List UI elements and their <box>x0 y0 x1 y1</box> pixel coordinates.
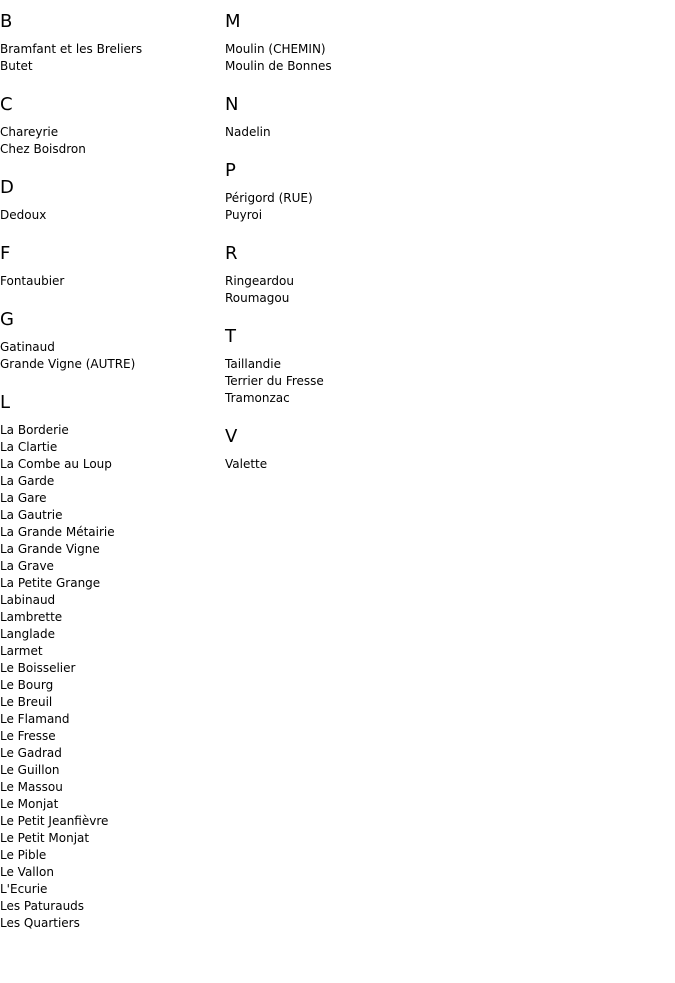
letter-section <box>0 381 225 932</box>
section-letter-heading: B <box>0 11 13 32</box>
place-name: Langlade <box>0 627 55 641</box>
place-name: Butet <box>0 59 33 73</box>
place-name: Périgord (RUE) <box>225 191 313 205</box>
place-name: Labinaud <box>0 593 56 607</box>
place-name: Le Guillon <box>0 763 60 777</box>
place-list <box>0 124 225 158</box>
place-name: Le Bourg <box>0 678 54 692</box>
place-list <box>0 422 225 932</box>
section-letter-heading: R <box>225 243 238 264</box>
place-name: Grande Vigne (AUTRE) <box>0 357 136 371</box>
place-name: Puyroi <box>225 208 263 222</box>
place-name: Dedoux <box>0 208 47 222</box>
place-name: Le Petit Monjat <box>0 831 90 845</box>
place-list <box>0 41 225 75</box>
place-name: Gatinaud <box>0 340 55 354</box>
letter-section <box>225 315 525 407</box>
place-name: Le Vallon <box>0 865 54 879</box>
place-name: La Grande Métairie <box>0 525 115 539</box>
place-name: Le Fresse <box>0 729 56 743</box>
place-name: Le Massou <box>0 780 63 794</box>
place-name: Larmet <box>0 644 43 658</box>
place-name: Nadelin <box>225 125 271 139</box>
place-list <box>0 273 225 290</box>
section-letter-heading: G <box>0 309 14 330</box>
place-list <box>225 41 525 75</box>
place-name: Taillandie <box>225 357 281 371</box>
section-letter-heading: V <box>225 426 238 447</box>
place-name: Terrier du Fresse <box>225 374 324 388</box>
letter-section <box>225 232 525 307</box>
place-name: Le Breuil <box>0 695 53 709</box>
place-list <box>0 339 225 373</box>
place-name: Le Pible <box>0 848 47 862</box>
place-name: Ringeardou <box>225 274 294 288</box>
section-letter-heading: D <box>0 177 14 198</box>
place-list <box>225 356 525 407</box>
place-name: La Grave <box>0 559 54 573</box>
left-column <box>0 0 225 932</box>
place-list <box>225 273 525 307</box>
place-name: L'Ecurie <box>0 882 48 896</box>
letter-section <box>0 0 225 75</box>
place-list <box>225 456 525 473</box>
letter-section <box>0 83 225 158</box>
place-name: La Gare <box>0 491 47 505</box>
letter-section <box>225 149 525 224</box>
place-name: Chareyrie <box>0 125 59 139</box>
place-name: Lambrette <box>0 610 63 624</box>
place-name: La Petite Grange <box>0 576 101 590</box>
place-name: Les Quartiers <box>0 916 80 930</box>
place-list <box>225 190 525 224</box>
place-name: Le Monjat <box>0 797 59 811</box>
place-name: La Borderie <box>0 423 69 437</box>
letter-section <box>225 83 525 141</box>
section-letter-heading: F <box>0 243 11 264</box>
letter-section <box>0 232 225 290</box>
section-letter-heading: C <box>0 94 13 115</box>
letter-section <box>0 166 225 224</box>
letter-section <box>225 0 525 75</box>
place-name: Valette <box>225 457 268 471</box>
section-letter-heading: P <box>225 160 236 181</box>
place-list <box>0 207 225 224</box>
place-name: Moulin (CHEMIN) <box>225 42 326 56</box>
place-name: Le Gadrad <box>0 746 62 760</box>
place-name: Tramonzac <box>225 391 290 405</box>
place-name: La Gautrie <box>0 508 63 522</box>
place-name: La Grande Vigne <box>0 542 100 556</box>
section-letter-heading: T <box>225 326 236 347</box>
right-column <box>225 0 525 473</box>
place-name: Roumagou <box>225 291 290 305</box>
place-name: La Clartie <box>0 440 58 454</box>
place-name: Chez Boisdron <box>0 142 86 156</box>
place-name: Les Paturauds <box>0 899 85 913</box>
letter-section <box>225 415 525 473</box>
place-list <box>225 124 525 141</box>
letter-section <box>0 298 225 373</box>
place-name: Moulin de Bonnes <box>225 59 332 73</box>
section-letter-heading: M <box>225 11 241 32</box>
place-name: La Garde <box>0 474 55 488</box>
section-letter-heading: N <box>225 94 239 115</box>
place-name: Le Flamand <box>0 712 70 726</box>
place-name: Le Boisselier <box>0 661 76 675</box>
place-name: La Combe au Loup <box>0 457 112 471</box>
section-letter-heading: L <box>0 392 11 413</box>
place-name: Fontaubier <box>0 274 65 288</box>
place-name: Le Petit Jeanfièvre <box>0 814 109 828</box>
place-name: Bramfant et les Breliers <box>0 42 143 56</box>
